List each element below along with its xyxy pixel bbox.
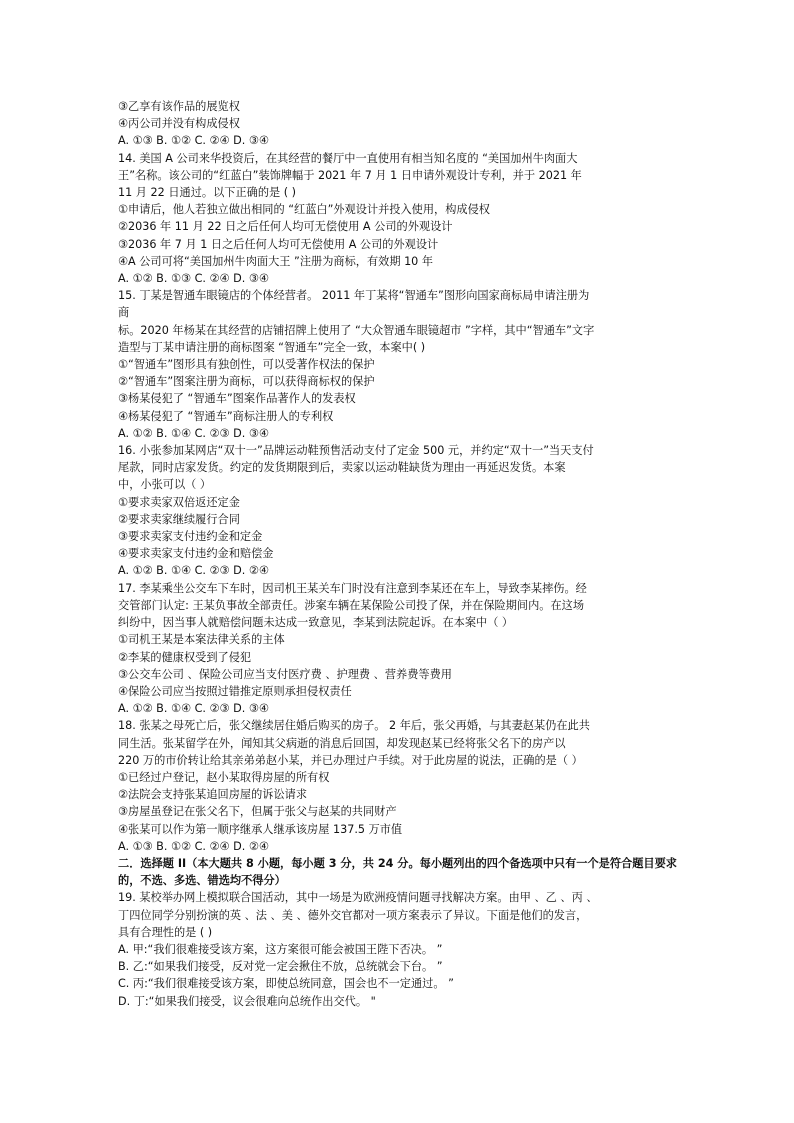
text-line: ④A 公司可将“美国加州牛肉面大王 ”注册为商标，有效期 10 年 xyxy=(118,254,434,268)
answer-option-b: B. 乙:“如果我们接受，反对党一定会揪住不放，总统就会下台。 ” xyxy=(118,960,443,974)
text-line: ②法院会支持张某追回房屋的诉讼请求 xyxy=(118,788,308,802)
text-line: 中，小张可以（ ） xyxy=(118,478,212,492)
text-line: ③2036 年 7 月 1 日之后任何人均可无偿使用 A 公司的外观设计 xyxy=(118,237,439,251)
text-line: ④杨某侵犯了 “智通车”商标注册人的专利权 xyxy=(118,409,334,423)
text-line: ④丙公司并没有构成侵权 xyxy=(118,117,240,131)
text-line: ③杨某侵犯了 “智通车”图案作品著作人的发表权 xyxy=(118,392,356,406)
question-14: 14. 美国 A 公司来华投资后，在其经营的餐厅中一直使用有相当知名度的 “美国加州牛肉面大 xyxy=(118,151,578,165)
answer-option-a: A. 甲:“我们很难接受该方案，这方案很可能会被国王陛下否决。 ” xyxy=(118,942,443,956)
text-line: ④保险公司应当按照过错推定原则承担侵权责任 xyxy=(118,684,352,698)
text-line: 王”名称。该公司的“红蓝白”装饰牌幅于 2021 年 7 月 1 日申请外观设计专利，并于 2021 年 xyxy=(118,168,582,182)
answer-options: A. ①② B. ①④ C. ②③ D. ②④ xyxy=(118,564,269,578)
answer-options: A. ①③ B. ①② C. ②④ D. ③④ xyxy=(118,134,269,148)
text-line: 具有合理性的是 ( ) xyxy=(118,925,213,939)
text-line: ②“智通车”图案注册为商标，可以获得商标权的保护 xyxy=(118,375,375,389)
text-line: 商 xyxy=(118,306,130,320)
text-line: ①申请后，他人若独立做出相同的 “红蓝白”外观设计并投入使用，构成侵权 xyxy=(118,203,490,217)
text-line: 220 万的市价转让给其亲弟弟赵小某，并已办理过户手续。对于此房屋的说法，正确的是（ ） xyxy=(118,753,583,767)
text-line: ①已经过户登记，赵小某取得房屋的所有权 xyxy=(118,770,330,784)
text-line: ④张某可以作为第一顺序继承人继承该房屋 137.5 万市值 xyxy=(118,822,403,836)
text-line: ③房屋虽登记在张父名下，但属于张父与赵某的共同财产 xyxy=(118,805,397,819)
section-heading: 二．选择题 II（本大题共 8 小题，每小题 3 分，共 24 分。每小题列出的四个备选项中只有一个是符合题目要求的，不选、多选、错选均不得分） xyxy=(118,856,677,888)
text-line: ②2036 年 11 月 22 日之后任何人均可无偿使用 A 公司的外观设计 xyxy=(118,220,453,234)
text-line: 11 月 22 日通过。以下正确的是 ( ) xyxy=(118,186,297,200)
text-line: ①司机王某是本案法律关系的主体 xyxy=(118,633,285,647)
question-16: 16. 小张参加某网店“双十一”品牌运动鞋预售活动支付了定金 500 元，并约定“双十一”当天支付 xyxy=(118,444,594,458)
question-17: 17. 李某乘坐公交车下车时，因司机王某关车门时没有注意到李某还在车上，导致李某摔伤。经 xyxy=(118,581,587,595)
answer-options: A. ①② B. ①④ C. ②③ D. ③④ xyxy=(118,702,269,716)
answer-option-c: C. 丙:“我们很难接受该方案，即使总统同意，国会也不一定通过。 ” xyxy=(118,977,454,991)
answer-options: A. ①③ B. ①② C. ②④ D. ②④ xyxy=(118,839,269,853)
exam-page xyxy=(118,98,678,1010)
text-line: ②李某的健康权受到了侵犯 xyxy=(118,650,252,664)
question-15: 15. 丁某是智通车眼镜店的个体经营者。 2011 年丁某将“智通车”图形向国家商标局申请注册为 xyxy=(118,289,590,303)
text-line: 交管部门认定: 王某负事故全部责任。涉案车辆在某保险公司投了保，并在保险期间内。在这场 xyxy=(118,598,585,612)
answer-options: A. ①② B. ①④ C. ②③ D. ③④ xyxy=(118,426,269,440)
text-line: 丁四位同学分别扮演的英 、法 、美 、德外交官都对一项方案表示了异议。下面是他们的发言， xyxy=(118,908,588,922)
answer-option-d: D. 丁:“如果我们接受，议会很难向总统作出交代。 " xyxy=(118,994,376,1008)
text-line: ①要求卖家双倍返还定金 xyxy=(118,495,240,509)
text-line: 纠纷中，因当事人就赔偿问题未达成一致意见，李某到法院起诉。在本案中（ ） xyxy=(118,616,514,630)
text-line: ①“智通车”图形具有独创性，可以受著作权法的保护 xyxy=(118,358,375,372)
text-line: ②要求卖家继续履行合同 xyxy=(118,512,240,526)
text-line: 标。2020 年杨某在其经营的店铺招牌上使用了 “大众智通车眼镜超市 ”字样，其中“智通车”文字 xyxy=(118,323,595,337)
text-line: ③乙享有该作品的展览权 xyxy=(118,100,240,113)
question-19: 19. 某校举办网上模拟联合国活动，其中一场是为欧洲疫情问题寻找解决方案。由甲 、乙 、丙 、 xyxy=(118,891,598,905)
text-line: 造型与丁某申请注册的商标图案 “智通车”完全一致，本案中( ) xyxy=(118,340,426,354)
answer-options: A. ①② B. ①③ C. ②④ D. ③④ xyxy=(118,272,269,286)
text-line: ③公交车公司 、保险公司应当支付医疗费 、护理费 、营养费等费用 xyxy=(118,667,452,681)
text-line: ③要求卖家支付违约金和定金 xyxy=(118,530,263,544)
question-18: 18. 张某之母死亡后，张父继续居住婚后购买的房子。 2 年后，张父再婚，与其妻赵某仍在此共 xyxy=(118,719,590,733)
text-line: 尾款，同时店家发货。约定的发货期限到后，卖家以运动鞋缺货为理由一再延迟发货。本案 xyxy=(118,461,566,475)
text-line: ④要求卖家支付违约金和赔偿金 xyxy=(118,547,274,561)
text-line: 同生活。张某留学在外，闻知其父病逝的消息后回国，却发现赵某已经将张父名下的房产以 xyxy=(118,736,566,750)
